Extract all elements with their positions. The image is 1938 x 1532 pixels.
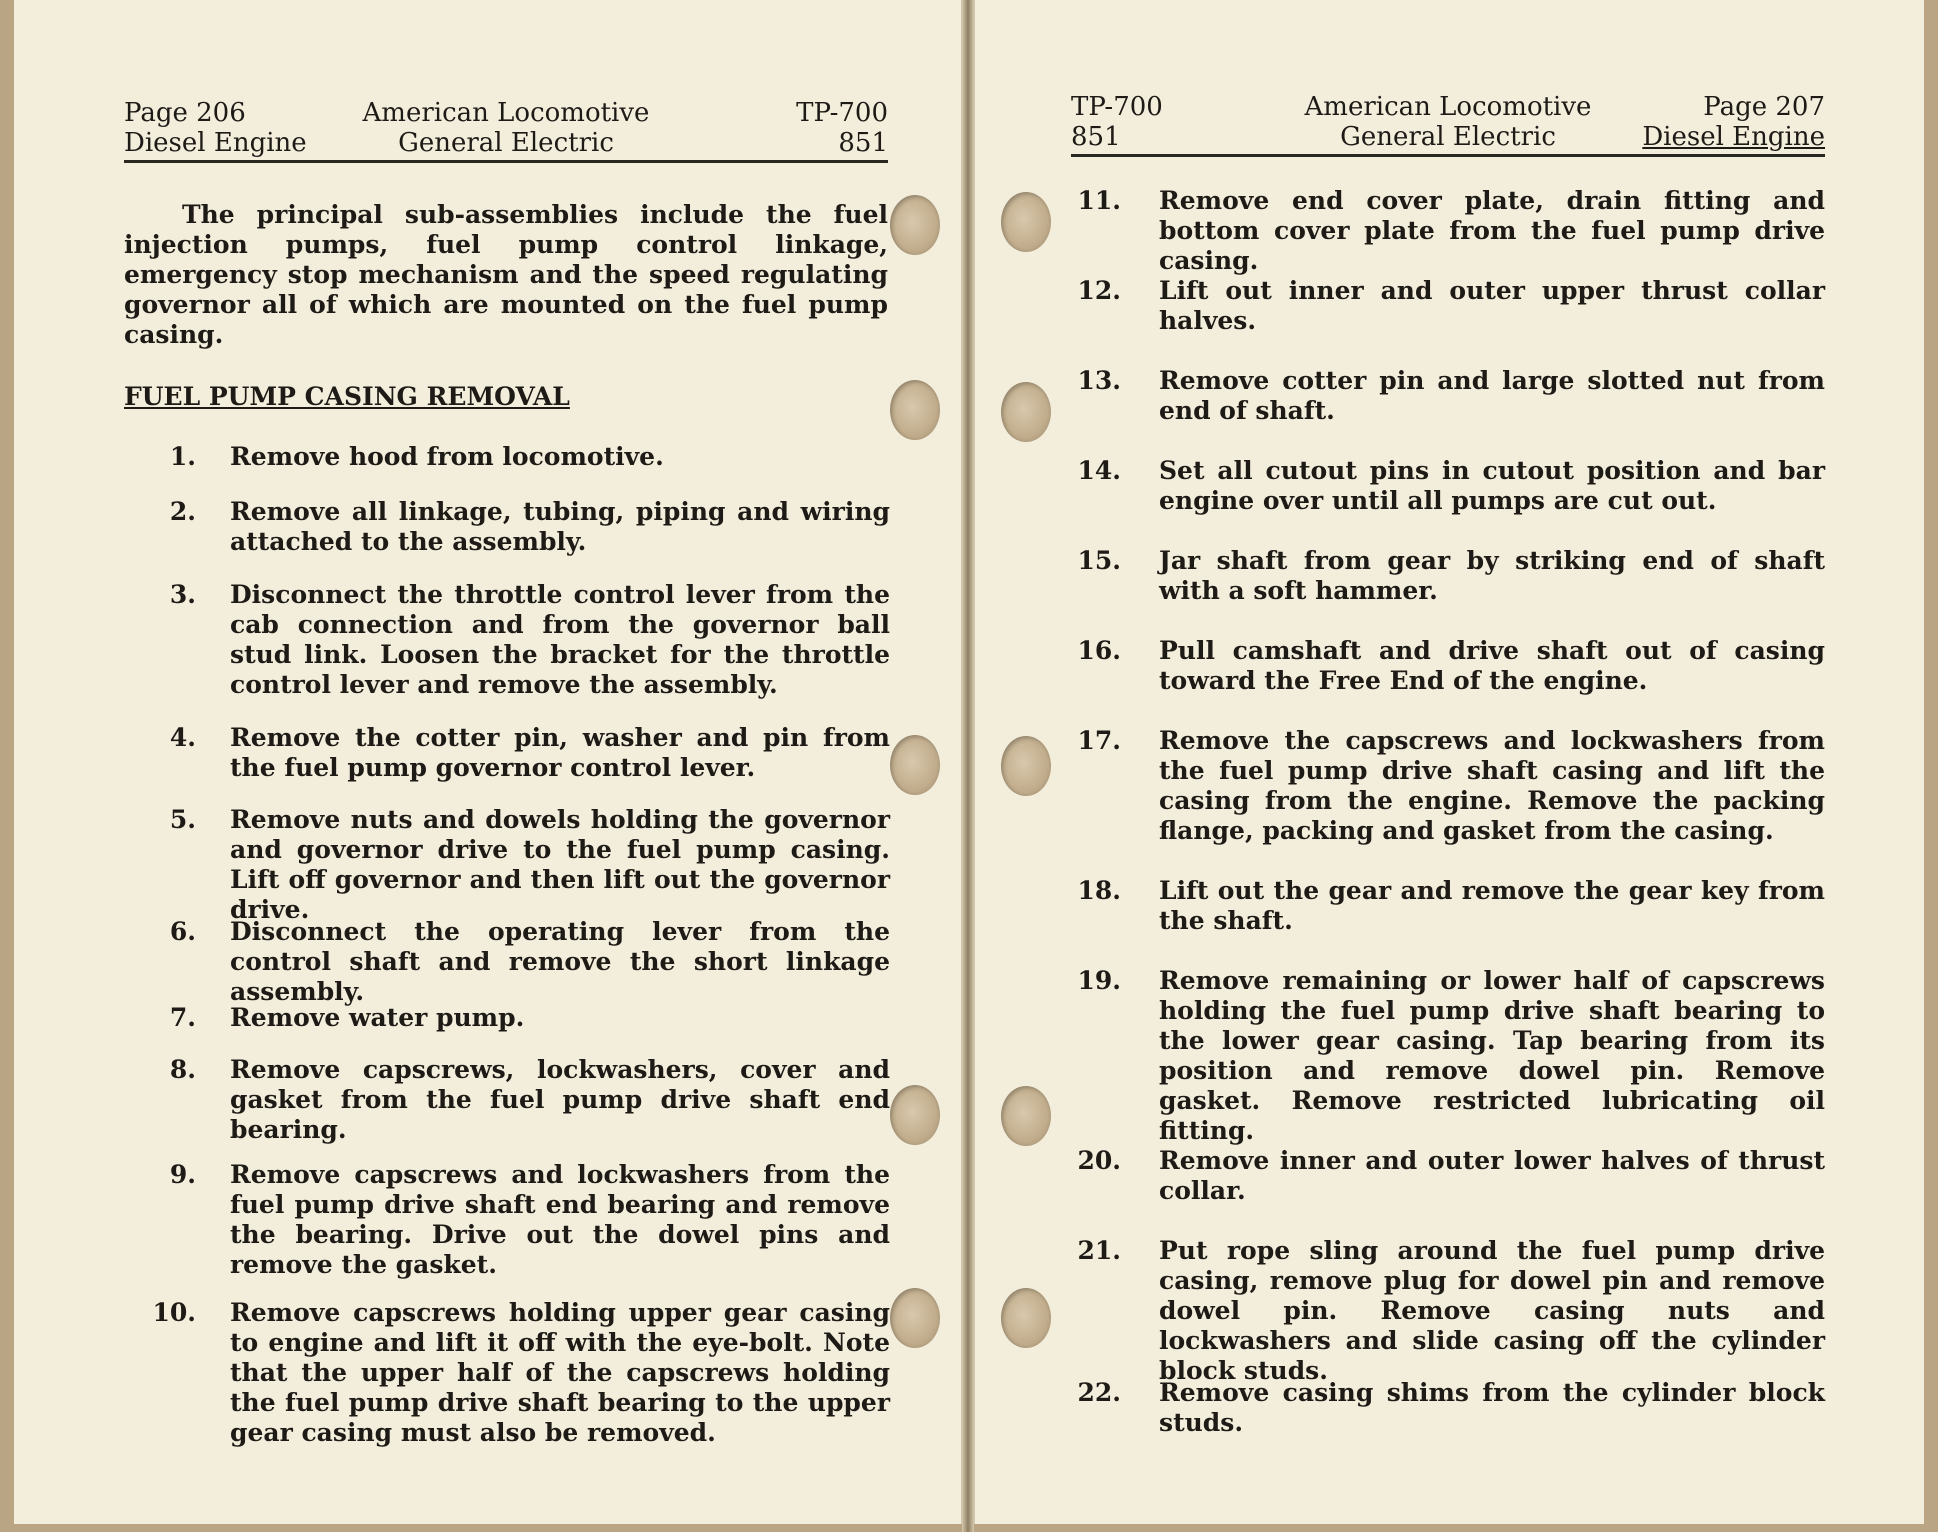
- binder-hole: [1001, 736, 1051, 796]
- step-text: Remove cotter pin and large slotted nut from end of shaft.: [1159, 366, 1825, 425]
- step-text: Remove all linkage, tubing, piping and wiring attached to the assembly.: [230, 497, 890, 556]
- step-number: 5.: [169, 805, 196, 834]
- step-text: Remove casing shims from the cylinder block studs.: [1159, 1378, 1825, 1437]
- step-number: 22.: [1077, 1378, 1121, 1407]
- document-number: 851: [838, 128, 888, 158]
- step-text: Pull camshaft and drive shaft out of casing toward the Free End of the engine.: [1159, 636, 1825, 695]
- left-page: [14, 0, 962, 1524]
- step-number: 1.: [169, 442, 196, 471]
- step-number: 14.: [1077, 456, 1121, 485]
- binder-hole: [1001, 1086, 1051, 1146]
- binder-hole: [890, 380, 940, 440]
- step-number: 13.: [1077, 366, 1121, 395]
- step-number: 19.: [1077, 966, 1121, 995]
- step-text: Remove capscrews holding upper gear casing to engine and lift it off with the eye-bolt. Note that the upper half of the capscrews holding the fuel pump drive shaft bearing to the upper gear casing must also be removed.: [230, 1298, 890, 1447]
- step-number: 3.: [169, 580, 196, 609]
- binder-hole: [1001, 1288, 1051, 1348]
- document-number: 851: [1071, 122, 1121, 152]
- step-number: 11.: [1077, 186, 1121, 215]
- step-text: Remove inner and outer lower halves of thrust collar.: [1159, 1146, 1825, 1205]
- section-title: FUEL PUMP CASING REMOVAL: [124, 382, 570, 411]
- step-number: 17.: [1077, 726, 1121, 755]
- step-text: Remove capscrews, lockwashers, cover and gasket from the fuel pump drive shaft end bearing.: [230, 1055, 890, 1144]
- manufacturer-line-1: American Locomotive: [362, 98, 650, 128]
- step-text: Lift out inner and outer upper thrust collar halves.: [1159, 276, 1825, 335]
- page-number: Page 207: [1703, 92, 1825, 122]
- step-number: 20.: [1077, 1146, 1121, 1175]
- step-text: Remove the capscrews and lockwashers from the fuel pump drive shaft casing and lift the casing from the engine. Remove the packing flange, packing and gasket from the casing.: [1159, 726, 1825, 845]
- intro-paragraph: The principal sub-assemblies include the fuel injection pumps, fuel pump control linkage, emergency stop mechanism and the speed regulating governor all of which are mounted on the fuel pump casing.: [124, 200, 888, 349]
- step-text: Remove end cover plate, drain fitting and bottom cover plate from the fuel pump drive casing.: [1159, 186, 1825, 275]
- step-text: Jar shaft from gear by striking end of shaft with a soft hammer.: [1159, 546, 1825, 605]
- page-number: Page 206: [124, 98, 246, 128]
- step-number: 15.: [1077, 546, 1121, 575]
- step-text: Put rope sling around the fuel pump drive casing, remove plug for dowel pin and remove dowel pin. Remove casing nuts and lockwashers and slide casing off the cylinder block studs.: [1159, 1236, 1825, 1385]
- page-subject: Diesel Engine: [124, 128, 307, 158]
- step-text: Disconnect the operating lever from the control shaft and remove the short linkage assembly.: [230, 917, 890, 1006]
- step-text: Remove nuts and dowels holding the governor and governor drive to the fuel pump casing. Lift off governor and then lift out the governor drive.: [230, 805, 890, 924]
- binder-hole: [1001, 382, 1051, 442]
- step-number: 16.: [1077, 636, 1121, 665]
- step-number: 6.: [169, 917, 196, 946]
- document-code: TP-700: [796, 98, 888, 128]
- manufacturer-line-2: General Electric: [1340, 122, 1556, 152]
- left-page-header: [124, 90, 888, 163]
- step-text: Remove capscrews and lockwashers from the fuel pump drive shaft end bearing and remove the bearing. Drive out the dowel pins and remove the gasket.: [230, 1160, 890, 1279]
- binder-hole: [890, 735, 940, 795]
- page-subject: Diesel Engine: [1642, 122, 1825, 152]
- step-number: 18.: [1077, 876, 1121, 905]
- step-text: Disconnect the throttle control lever from the cab connection and from the governor ball stud link. Loosen the bracket for the throttle control lever and remove the assembly.: [230, 580, 890, 699]
- document-code: TP-700: [1071, 92, 1163, 122]
- step-number: 12.: [1077, 276, 1121, 305]
- step-text: Set all cutout pins in cutout position and bar engine over until all pumps are cut out.: [1159, 456, 1825, 515]
- step-number: 7.: [169, 1003, 196, 1032]
- binder-hole: [890, 195, 940, 255]
- step-text: Remove remaining or lower half of capscrews holding the fuel pump drive shaft bearing to the lower gear casing. Tap bearing from its position and remove dowel pin. Remove gasket. Remove restricted lubricating oil fitting.: [1159, 966, 1825, 1145]
- binder-hole: [890, 1288, 940, 1348]
- step-text: Remove the cotter pin, washer and pin from the fuel pump governor control lever.: [230, 723, 890, 782]
- step-number: 4.: [169, 723, 196, 752]
- right-page: [974, 0, 1924, 1524]
- manufacturer-line-1: American Locomotive: [1304, 92, 1592, 122]
- step-text: Lift out the gear and remove the gear key from the shaft.: [1159, 876, 1825, 935]
- step-number: 9.: [169, 1160, 196, 1189]
- step-number: 8.: [169, 1055, 196, 1084]
- right-page-header: [1071, 84, 1825, 157]
- manufacturer-line-2: General Electric: [398, 128, 614, 158]
- step-number: 2.: [169, 497, 196, 526]
- step-number: 10.: [152, 1298, 196, 1327]
- binder-hole: [890, 1085, 940, 1145]
- binder-hole: [1001, 192, 1051, 252]
- step-number: 21.: [1077, 1236, 1121, 1265]
- step-text: Remove water pump.: [230, 1003, 525, 1032]
- step-text: Remove hood from locomotive.: [230, 442, 664, 471]
- book-gutter: [962, 0, 974, 1532]
